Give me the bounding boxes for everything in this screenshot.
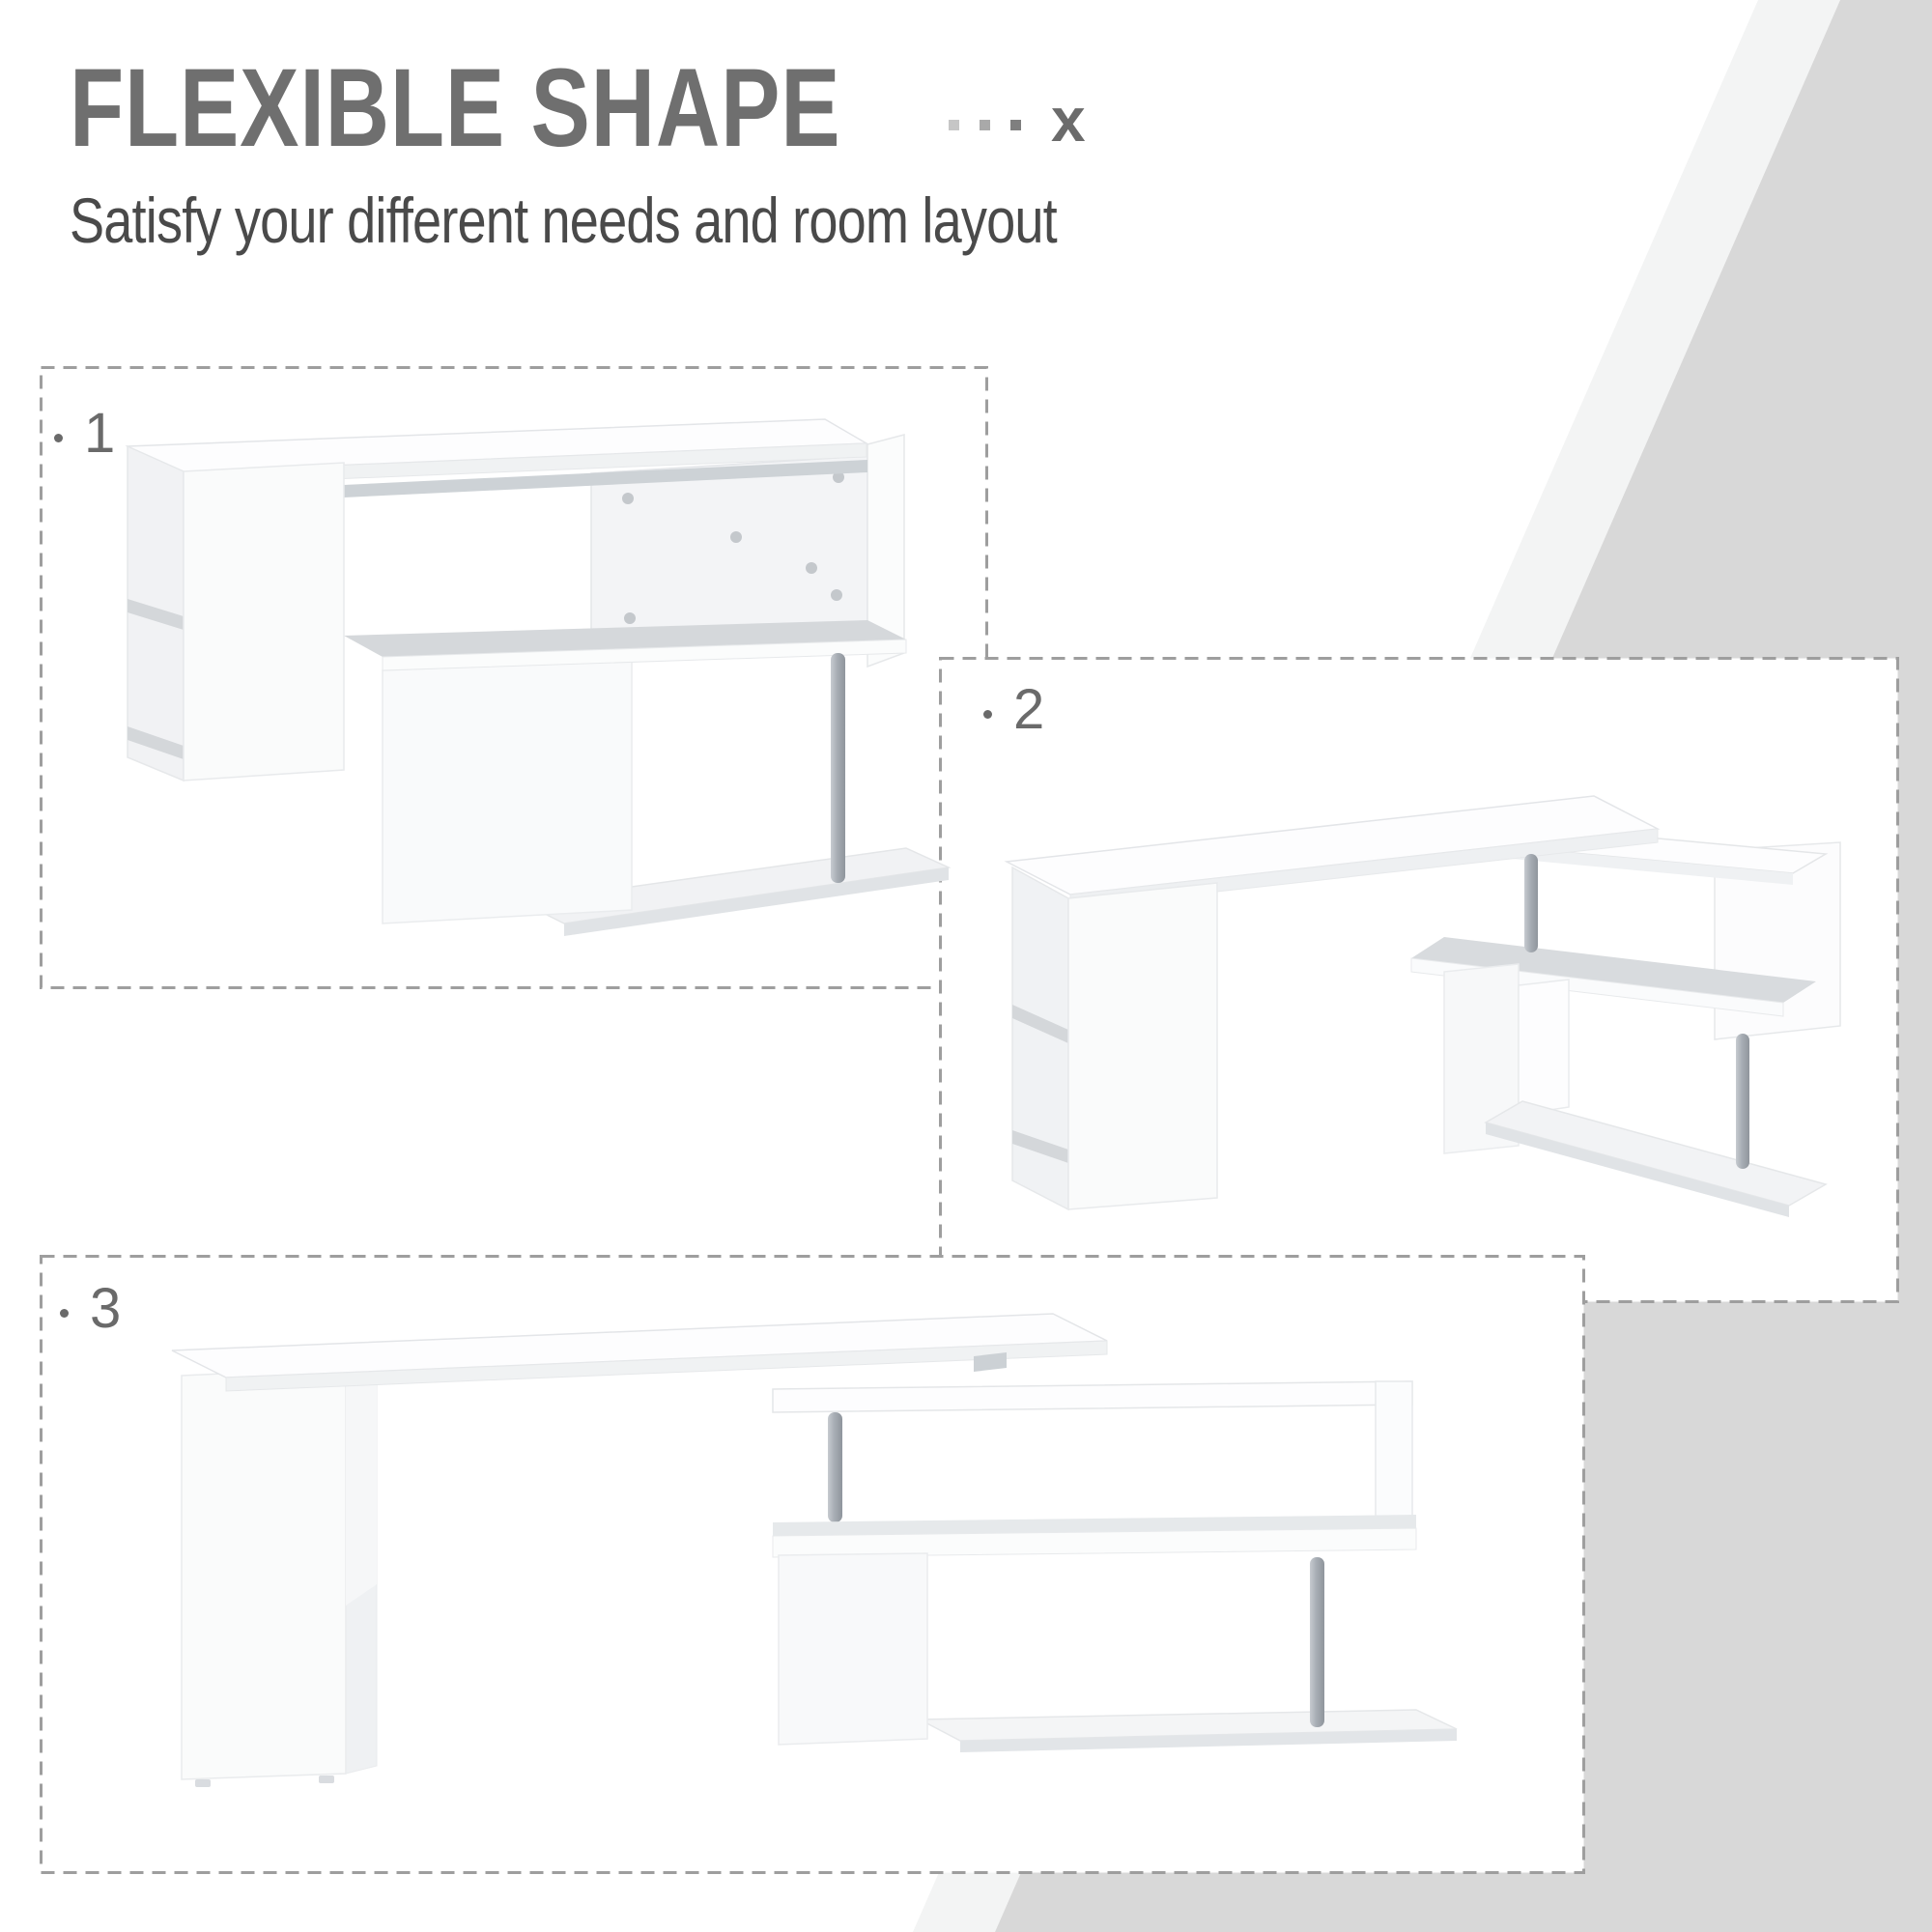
support-pole [1310,1557,1324,1727]
cabinet-foot [319,1776,334,1783]
panel-number: 1 [84,402,116,465]
cabinet-foot [195,1779,211,1787]
page-subtitle: Satisfy your different needs and room layout [70,185,1057,256]
support-pole [1524,854,1538,952]
panel-3-label [60,1277,122,1340]
cabinet-side-highlight [346,1368,377,1605]
lower-wood-panel [383,661,632,923]
shelf-right-panel [1376,1381,1412,1530]
panel-2-label [983,678,1045,741]
deco-dots [949,120,1041,130]
inner-divider-panel [1519,980,1569,1115]
cabinet-front-panel [182,1368,346,1779]
panel-number: 2 [1013,678,1045,741]
dots-x-icon [949,85,1086,155]
label-bullet-dot [60,1309,69,1318]
lower-wood-panel [779,1553,927,1745]
support-pole [828,1412,842,1522]
cabinet-front-panel [184,463,344,781]
page-title: FLEXIBLE SHAPE [70,46,841,170]
deco-dot [980,120,990,130]
deco-dot [1010,120,1021,130]
label-bullet-dot [983,710,992,719]
panel-number: 3 [90,1277,122,1340]
support-pole [831,653,845,883]
deco-x-letter: x [1051,85,1086,155]
label-bullet-dot [54,434,63,442]
header [70,46,1034,170]
support-pole [1736,1034,1749,1169]
deco-dot [949,120,959,130]
panel-1-label [54,402,116,465]
cabinet-front-panel [1068,883,1217,1209]
